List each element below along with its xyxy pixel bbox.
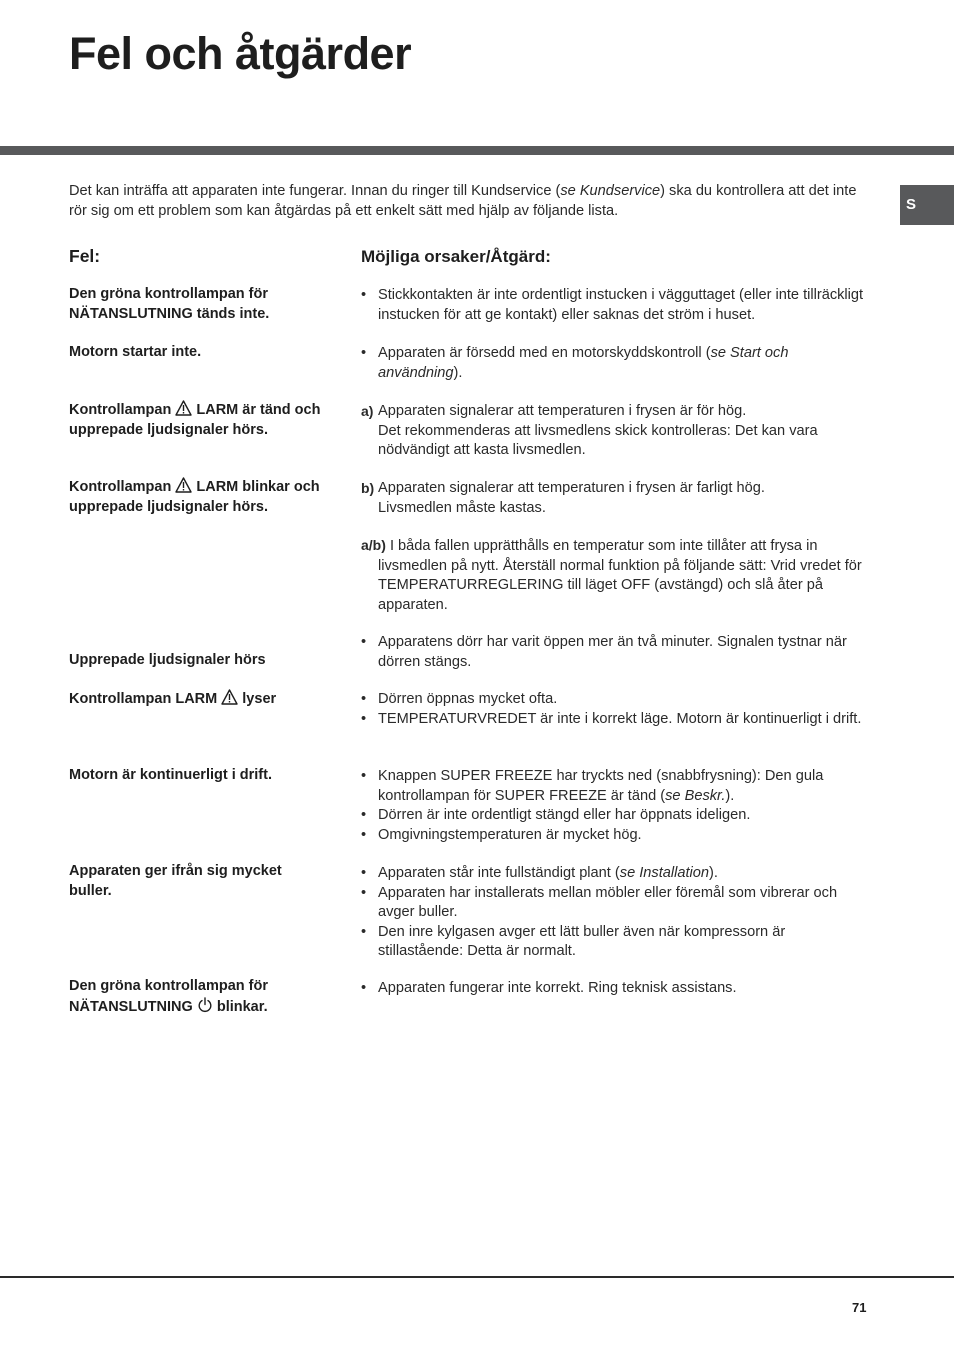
- cause-group-5: [361, 536, 866, 615]
- cause-group-3: [361, 402, 866, 461]
- bullet: •: [361, 807, 367, 823]
- cause-text: Apparaten står inte fullständigt plant (: [378, 865, 620, 881]
- list-item: [361, 923, 866, 962]
- cause-text: Apparaten fungerar inte korrekt. Ring teknisk assistans.: [378, 980, 737, 996]
- bullet: •: [361, 634, 367, 650]
- intro-paragraph: [69, 182, 869, 221]
- list-item: [361, 536, 866, 615]
- page-number: 71: [852, 1300, 867, 1315]
- list-item: [361, 710, 866, 730]
- cause-text: Det rekommenderas att livsmedlens skick kontrolleras: Det kan vara nödvändigt att kasta livsmedlen.: [378, 422, 818, 458]
- list-item: [361, 767, 866, 806]
- cause-reference: se Installation: [619, 865, 710, 881]
- fault-noise: Apparaten ger ifrån sig mycket buller.: [69, 863, 282, 899]
- causes-heading: Möjliga orsaker/Åtgärd:: [361, 247, 551, 266]
- fault-text: LARM blinkar och upprepade ljudsignaler hörs.: [69, 479, 320, 515]
- fault-repeated-signals: Upprepade ljudsignaler hörs: [69, 652, 266, 668]
- list-item: [361, 286, 866, 325]
- cause-text: TEMPERATURVREDET är inte i korrekt läge. Motorn är kontinuerligt i drift.: [378, 710, 862, 727]
- warning-triangle-icon: [221, 689, 238, 705]
- cause-text: Livsmedlen måste kastas.: [378, 499, 546, 516]
- item-label: a): [361, 403, 374, 419]
- bullet: •: [361, 691, 367, 707]
- bullet: •: [361, 884, 367, 901]
- cause-text: Apparatens dörr har varit öppen mer än två minuter. Signalen tystnar när dörren stängs.: [378, 634, 847, 670]
- cause-text: I båda fallen upprätthålls en temperatur som inte tillåter att frysa in livsmedlen på nytt. Återställ normal funktion på följande sätt: Vrid vredet för TEMPERATURREGLERING till läget OFF (avstängd) och slå åter på apparaten.: [378, 538, 862, 613]
- list-item: [361, 633, 866, 672]
- cause-text: ).: [453, 364, 463, 381]
- fault-power-lamp-off: Den gröna kontrollampan för NÄTANSLUTNING tänds inte.: [69, 286, 270, 322]
- list-item: [361, 690, 866, 710]
- cause-reference: se Start och användning: [378, 345, 789, 381]
- fault-text: Den gröna kontrollampan för NÄTANSLUTNING: [69, 978, 268, 1015]
- cause-text: Stickkontakten är inte ordentligt instucken i vägguttaget (eller inte tillräckligt instucken för att ge kontakt) eller saknas det ström i huset.: [378, 287, 864, 323]
- cause-group-4: [361, 479, 866, 518]
- fault-motor-no-start: Motorn startar inte.: [69, 344, 202, 360]
- list-item: [361, 402, 866, 461]
- warning-triangle-icon: [175, 477, 192, 493]
- cause-text: Apparaten signalerar att temperaturen i frysen är farligt hög.: [378, 480, 765, 496]
- bullet: •: [361, 287, 367, 303]
- cause-text: Apparaten är försedd med en motorskyddskontroll (: [378, 345, 711, 361]
- cause-text: Dörren är inte ordentligt stängd eller har öppnats ideligen.: [378, 807, 751, 823]
- warning-triangle-icon: [175, 400, 192, 416]
- cause-group-1: [361, 286, 866, 325]
- cause-group-7: [361, 690, 866, 729]
- fault-motor-continuous: Motorn är kontinuerligt i drift.: [69, 767, 272, 783]
- fault-text: Kontrollampan: [69, 479, 172, 495]
- fault-alarm-lit: [69, 400, 354, 440]
- bullet: •: [361, 345, 367, 361]
- fault-text: Kontrollampan: [69, 402, 172, 418]
- bullet: •: [361, 923, 367, 940]
- list-item: [361, 864, 866, 884]
- item-label: a/b): [361, 537, 386, 553]
- list-item: [361, 344, 866, 383]
- footer-rule: [0, 1276, 954, 1278]
- language-tab: S: [900, 185, 954, 225]
- cause-group-6: [361, 633, 866, 672]
- cause-text: Apparaten signalerar att temperaturen i frysen är för hög.: [378, 403, 747, 419]
- fault-text: lyser: [242, 691, 277, 707]
- intro-text-1: Det kan inträffa att apparaten inte fungerar. Innan du ringer till Kundservice (: [69, 183, 561, 199]
- cause-text: Den inre kylgasen avger ett lätt buller även när kompressorn är stillastående: Detta är normalt.: [378, 923, 786, 959]
- fault-text: LARM är tänd och upprepade ljudsignaler hörs.: [69, 402, 321, 438]
- fault-text: blinkar.: [216, 998, 268, 1015]
- cause-group-2: [361, 344, 866, 383]
- cause-text: Omgivningstemperaturen är mycket hög.: [378, 826, 642, 843]
- cause-group-10: [361, 979, 866, 999]
- list-item: [361, 806, 866, 826]
- bullet: •: [361, 826, 367, 843]
- fault-alarm-blinking: [69, 477, 354, 517]
- cause-text: Dörren öppnas mycket ofta.: [378, 691, 558, 707]
- list-item: [361, 979, 866, 999]
- item-label: b): [361, 480, 375, 496]
- list-item: [361, 479, 866, 518]
- intro-reference: se Kundservice: [560, 183, 661, 199]
- fault-power-lamp-blinking: [69, 977, 354, 1017]
- cause-group-8: [361, 767, 866, 845]
- faults-heading: Fel:: [69, 246, 101, 266]
- bullet: •: [361, 980, 367, 996]
- page-title: Fel och åtgärder: [69, 28, 412, 79]
- cause-text: Knappen SUPER FREEZE har tryckts ned (snabbfrysning): Den gula kontrollampan för SUPER FREEZE är tänd (: [378, 768, 824, 804]
- fault-text: Kontrollampan LARM: [69, 691, 218, 707]
- cause-text: ).: [709, 865, 718, 881]
- power-icon: [197, 997, 213, 1013]
- list-item: [361, 884, 866, 923]
- header-rule: [0, 146, 954, 155]
- intro-text-2: ) ska du kontrollera att det inte rör sig om ett problem som kan åtgärdas på ett enkelt sätt med hjälp av följande lista.: [69, 183, 857, 219]
- bullet: •: [361, 768, 367, 784]
- cause-group-9: [361, 864, 866, 962]
- bullet: •: [361, 865, 367, 881]
- cause-text: Apparaten har installerats mellan möbler eller föremål som vibrerar och avger buller.: [378, 884, 838, 920]
- fault-alarm-lamp-on: [69, 689, 354, 710]
- list-item: [361, 826, 866, 846]
- cause-reference: se Beskr.: [665, 787, 726, 804]
- cause-text: ).: [725, 787, 735, 804]
- bullet: •: [361, 710, 367, 727]
